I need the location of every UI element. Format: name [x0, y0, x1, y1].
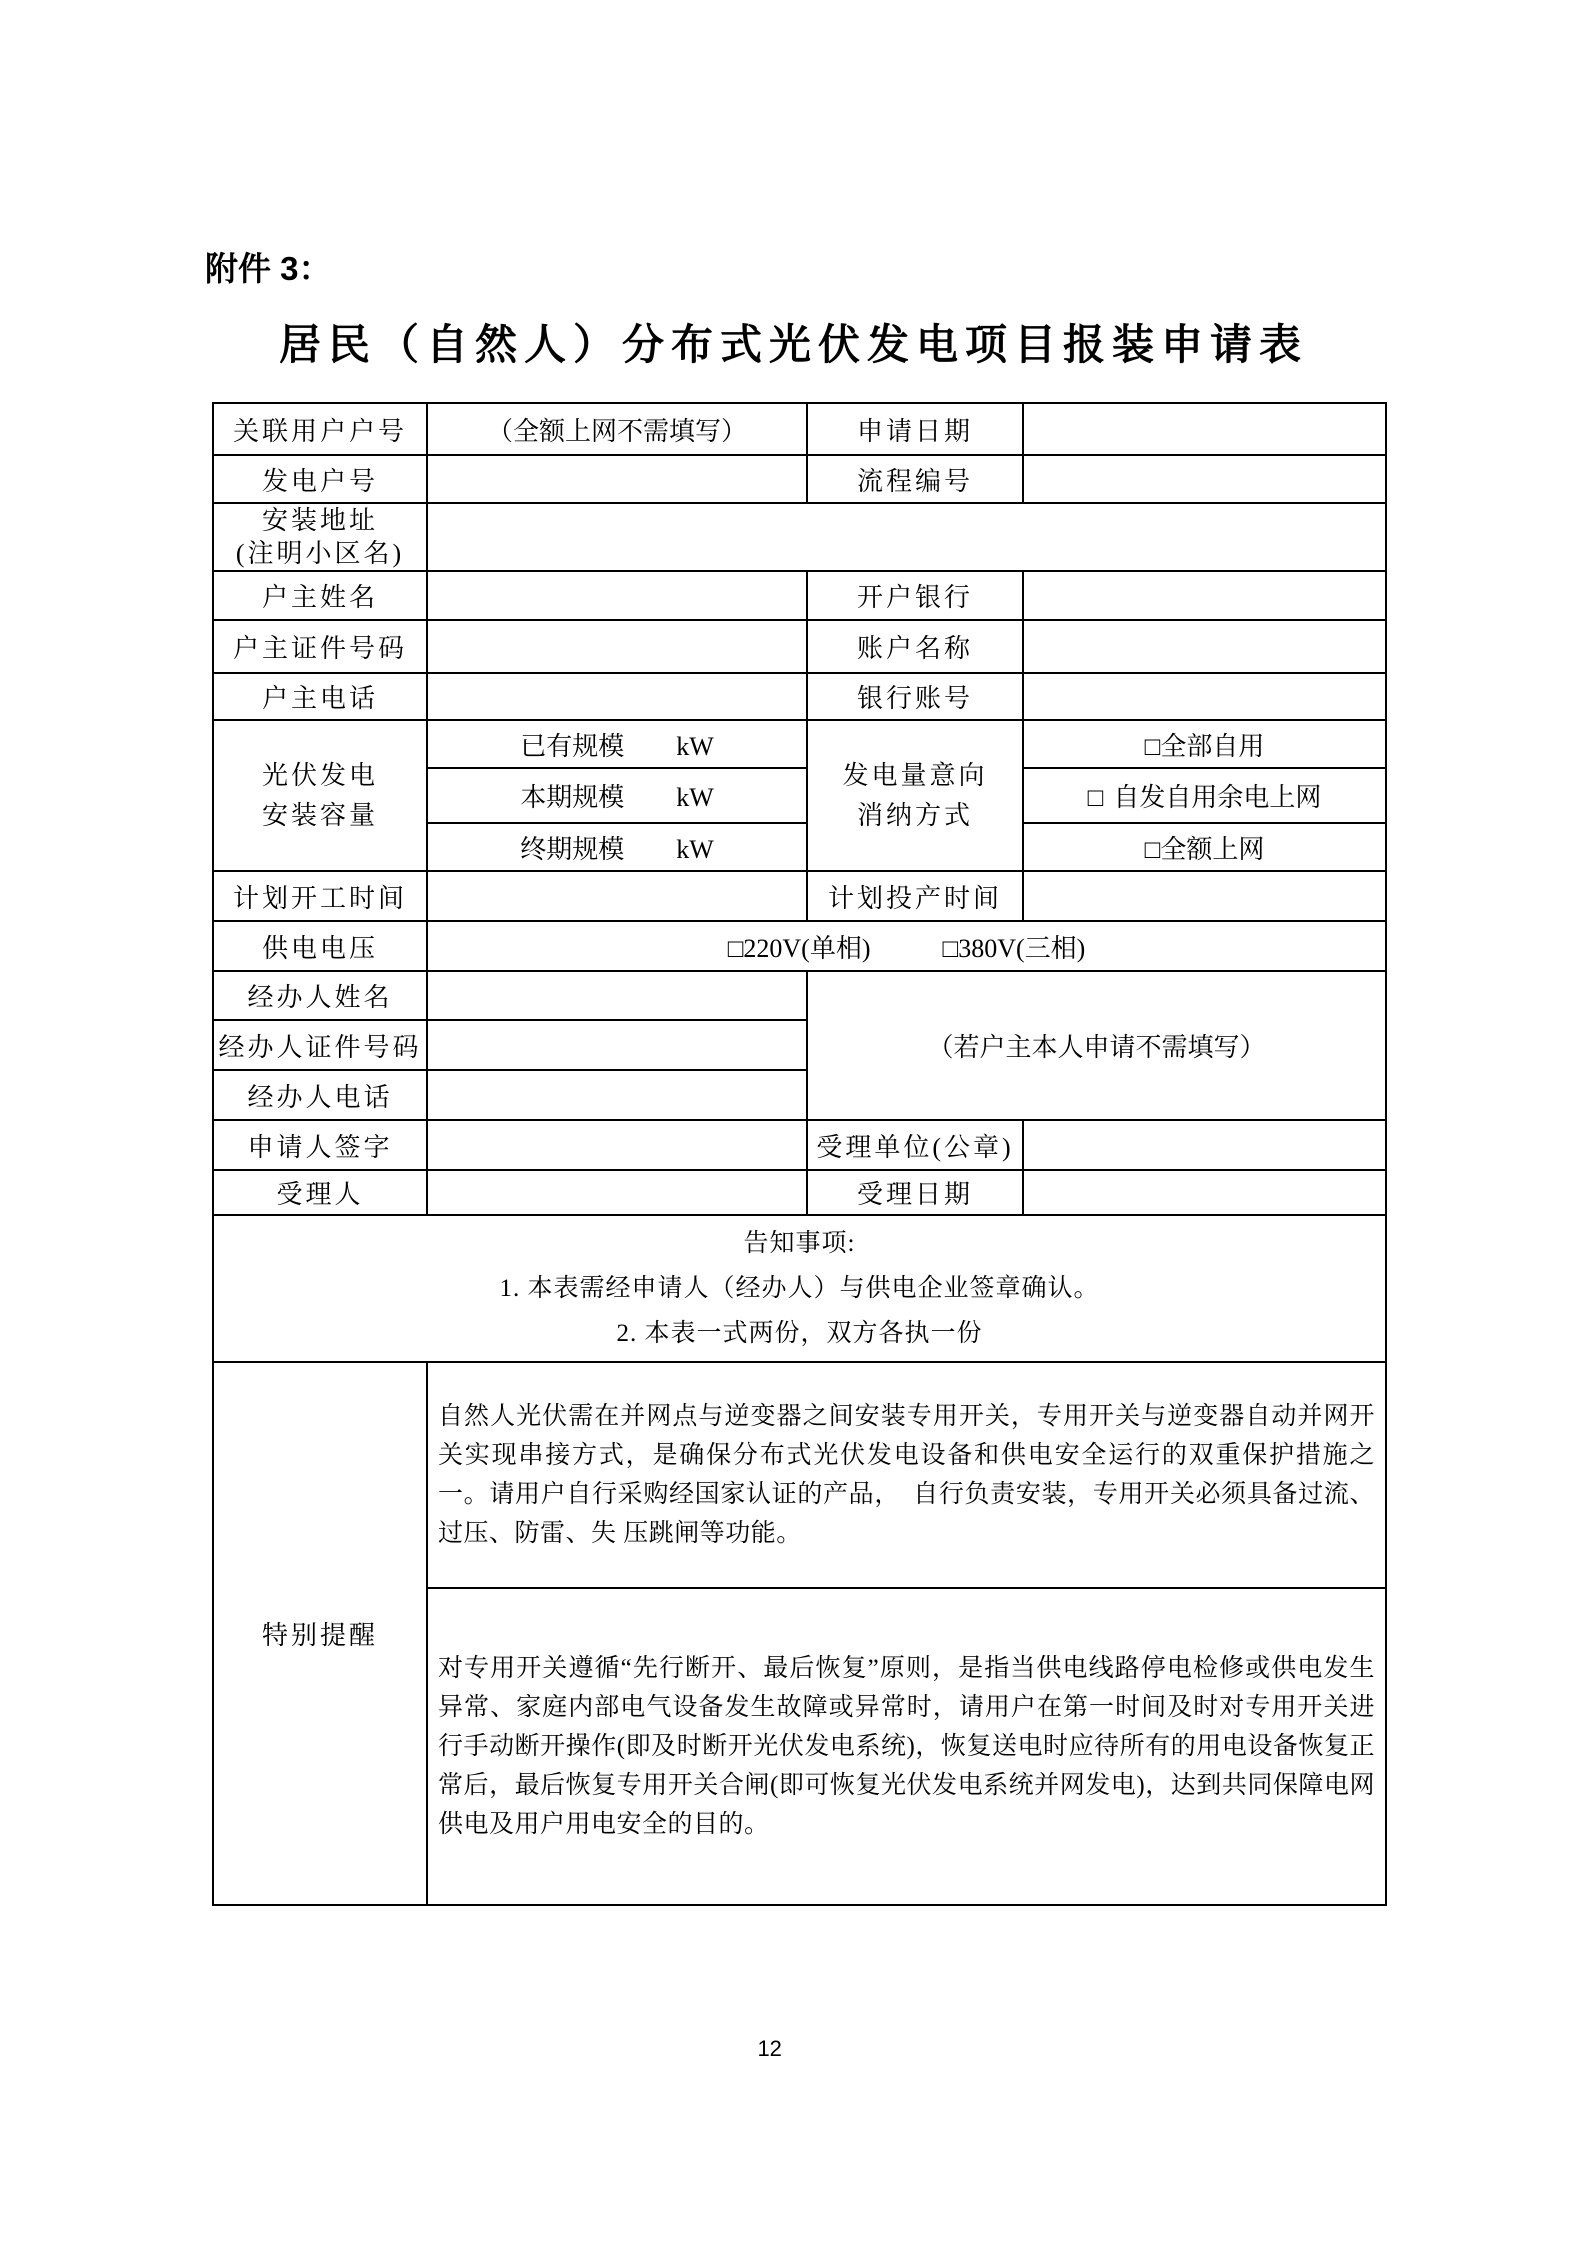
owner-phone-field[interactable]: [427, 673, 807, 720]
consumption-label-line2: 消纳方式: [856, 800, 973, 830]
apply-date-label: 申请日期: [807, 403, 1023, 455]
bank-field[interactable]: [1023, 571, 1386, 620]
install-address-field[interactable]: [427, 503, 1386, 571]
acceptor-field[interactable]: [427, 1170, 807, 1215]
final-scale-label: 终期规模: [520, 834, 625, 864]
pv-capacity-label-line2: 安装容量: [261, 800, 378, 830]
agent-phone-label: 经办人电话: [213, 1070, 427, 1120]
application-form-table: [212, 402, 1387, 1906]
start-time-label: 计划开工时间: [213, 871, 427, 921]
kw-unit: kW: [676, 834, 714, 864]
consumption-mode-label: [807, 720, 1023, 871]
agent-note: （若户主本人申请不需填写）: [807, 971, 1386, 1120]
notice-title: 告知事项:: [743, 1230, 856, 1257]
option-full-grid-cell: [1023, 823, 1386, 871]
table-row: [213, 673, 1386, 720]
flow-number-field[interactable]: [1023, 455, 1386, 503]
reminder-paragraph-2: 对专用开关遵循“先行断开、最后恢复”原则，是指当供电线路停电检修或供电发生异常、家庭内部电气设备发生故障或异常时，请用户在第一时间及时对专用开关进行手动断开操作(即及时断开光伏发电系统)，恢复送电时应待所有的用电设备恢复正常后，最后恢复专用开关合闸(即可恢复光伏发电系统并网发电)，达到共同保障电网供电及用户用电安全的目的。: [438, 1655, 1375, 1838]
bank-label: 开户银行: [807, 571, 1023, 620]
production-time-label: 计划投产时间: [807, 871, 1023, 921]
notice-item-1: 1. 本表需经申请人（经办人）与供电企业签章确认。: [499, 1275, 1100, 1302]
voltage-option-380: [943, 928, 1086, 965]
applicant-sign-field[interactable]: [427, 1120, 807, 1170]
reminder-paragraph-1: 自然人光伏需在并网点与逆变器之间安装专用开关，专用开关与逆变器自动并网开关实现串接方式，是确保分布式光伏发电设备和供电安全运行的双重保护措施之一。请用户自行采购经国家认证的产品， 自行负责安装，专用开关必须具备过流、过压、防雷、失 压跳闸等功能。: [438, 1403, 1375, 1547]
table-row: [213, 720, 1386, 768]
gen-user-label: 发电户号: [213, 455, 427, 503]
table-row: [213, 1120, 1386, 1170]
kw-unit: kW: [676, 731, 714, 761]
checkbox-icon[interactable]: □: [942, 933, 959, 963]
voltage-label: 供电电压: [213, 921, 427, 971]
table-row: [213, 1362, 1386, 1588]
checkbox-icon[interactable]: □: [1087, 783, 1104, 812]
acceptor-label: 受理人: [213, 1170, 427, 1215]
table-row: [213, 620, 1386, 673]
page-title: 居民（自然人）分布式光伏发电项目报装申请表: [278, 323, 1308, 369]
table-row: [213, 871, 1386, 921]
notice-item-2: 2. 本表一式两份，双方各执一份: [616, 1320, 983, 1347]
account-name-field[interactable]: [1023, 620, 1386, 673]
voltage-option-220: [728, 928, 871, 965]
checkbox-icon[interactable]: □: [1144, 731, 1161, 761]
owner-id-field[interactable]: [427, 620, 807, 673]
applicant-sign-label: 申请人签字: [213, 1120, 427, 1170]
flow-number-label: 流程编号: [807, 455, 1023, 503]
notice-section: [213, 1215, 1386, 1362]
agent-name-label: 经办人姓名: [213, 971, 427, 1020]
voltage-380-label: 380V(三相): [958, 933, 1086, 963]
final-scale-cell[interactable]: [427, 823, 807, 871]
install-address-label: [213, 503, 427, 571]
current-scale-label: 本期规模: [520, 783, 625, 812]
accept-unit-field[interactable]: [1023, 1120, 1386, 1170]
existing-scale-label: 已有规模: [520, 731, 625, 761]
option-self-surplus-cell: [1023, 768, 1386, 823]
linked-user-note: （全额上网不需填写）: [427, 403, 807, 455]
kw-unit: kW: [676, 783, 714, 812]
agent-id-label: 经办人证件号码: [213, 1020, 427, 1070]
accept-date-label: 受理日期: [807, 1170, 1023, 1215]
attachment-number-label: 附件 3：: [205, 250, 332, 287]
pv-capacity-label-line1: 光伏发电: [261, 760, 378, 790]
linked-user-label: 关联用户户号: [213, 403, 427, 455]
gen-user-field[interactable]: [427, 455, 807, 503]
table-row: [213, 1215, 1386, 1362]
bank-account-field[interactable]: [1023, 673, 1386, 720]
owner-phone-label: 户主电话: [213, 673, 427, 720]
option-full-grid-label: 全额上网: [1160, 834, 1265, 864]
current-scale-cell[interactable]: [427, 768, 807, 823]
agent-name-field[interactable]: [427, 971, 807, 1020]
page-number: 12: [757, 2036, 782, 2061]
table-row: [213, 503, 1386, 571]
table-row: [213, 971, 1386, 1020]
start-time-field[interactable]: [427, 871, 807, 921]
accept-unit-label: 受理单位(公章): [807, 1120, 1023, 1170]
table-row: [213, 921, 1386, 971]
reminder-paragraph-2-cell: [427, 1588, 1386, 1905]
reminder-label: 特别提醒: [213, 1362, 427, 1905]
production-time-field[interactable]: [1023, 871, 1386, 921]
existing-scale-cell[interactable]: [427, 720, 807, 768]
owner-id-label: 户主证件号码: [213, 620, 427, 673]
consumption-label-line1: 发电量意向: [842, 760, 988, 790]
agent-phone-field[interactable]: [427, 1070, 807, 1120]
install-address-label-line1: 安装地址: [261, 506, 378, 535]
table-row: [213, 571, 1386, 620]
table-row: [213, 1170, 1386, 1215]
install-address-label-line2: (注明小区名): [235, 539, 405, 568]
account-name-label: 账户名称: [807, 620, 1023, 673]
apply-date-field[interactable]: [1023, 403, 1386, 455]
voltage-220-label: 220V(单相): [743, 933, 871, 963]
owner-name-label: 户主姓名: [213, 571, 427, 620]
checkbox-icon[interactable]: □: [727, 933, 744, 963]
checkbox-icon[interactable]: □: [1144, 834, 1161, 864]
reminder-paragraph-1-cell: [427, 1362, 1386, 1588]
accept-date-field[interactable]: [1023, 1170, 1386, 1215]
option-self-surplus-label: 自发自用余电上网: [1113, 783, 1322, 812]
owner-name-field[interactable]: [427, 571, 807, 620]
table-row: [213, 403, 1386, 455]
pv-capacity-label: [213, 720, 427, 871]
bank-account-label: 银行账号: [807, 673, 1023, 720]
option-all-self-cell: [1023, 720, 1386, 768]
table-row: [213, 455, 1386, 503]
option-all-self-label: 全部自用: [1160, 731, 1265, 761]
voltage-options-cell: [427, 921, 1386, 971]
agent-id-field[interactable]: [427, 1020, 807, 1070]
